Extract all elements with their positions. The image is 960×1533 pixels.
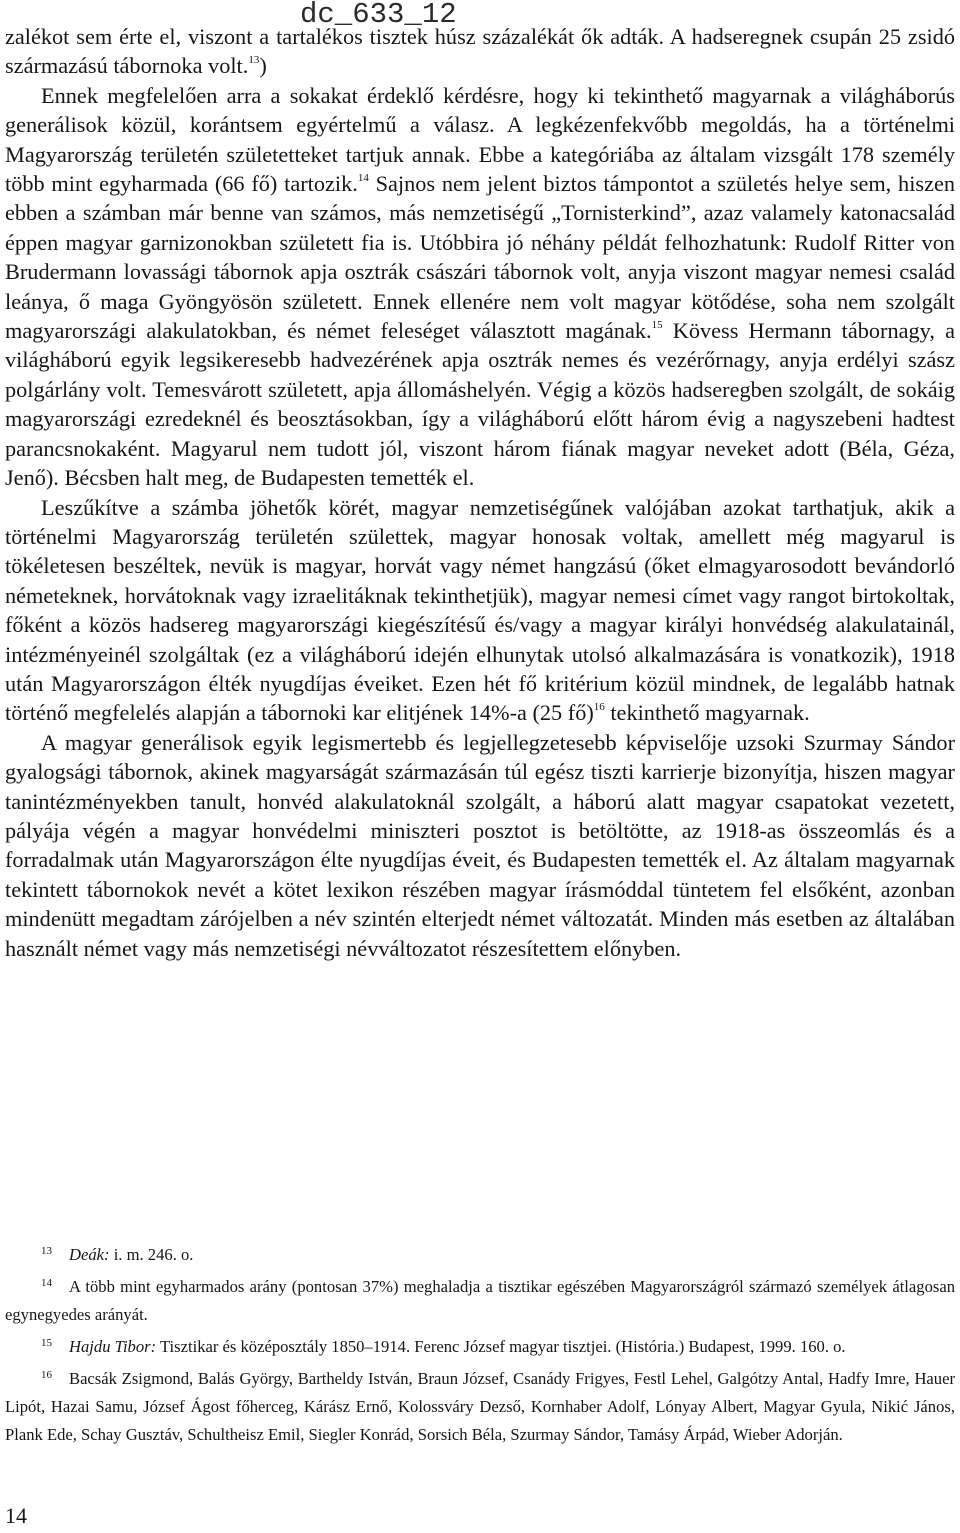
footnote-text: A több mint egyharmados arány (pontosan 37%) meghaladja a tisztikar egészében Magyarországról származó személyek átlagosan egynegyedes arányát. bbox=[5, 1277, 955, 1324]
footnote-16 bbox=[5, 1361, 955, 1449]
footnote-author: Deák: bbox=[69, 1245, 110, 1264]
paragraph-3-text: Leszűkítve a számba jöhetők körét, magyar nemzetiségűnek valójában azokat tarthatjuk, akik a történelmi Magyarország területén születtek, magyar honosak voltak, amellett még magyarul is tökéletesen beszéltek, nevük is magyar, horvát vagy német hangzású (őket elmagyarosodott bevándorló németeknek, horvátoknak vagy izraelitáknak tekinthetjük), magyar nemesi címet vagy rangot birtokoltak, főként a közös hadsereg magyarországi kiegészítésű és/vagy a magyar királyi honvédség alakulatainál, intézményeinél szolgáltak (ez a világháború idején elhunytak utolsó alkalmazására is vonatkozik), 1918 után Magyarországon élték nyugdíjas éveiket. Ezen hét fő kritérium közül mindnek, de legalább hatnak történő megfelelés alapján a tábornoki kar elitjének 14%-a (25 fő) bbox=[5, 494, 955, 726]
footnote-13 bbox=[5, 1237, 955, 1269]
paragraph-2-text-end: Kövess Hermann tábornagy, a világháború egyik legsikeresebb hadvezérének apja osztrák nemes és vezérőrnagy, anyja erdélyi szász polgárlány volt. Temesvárott született, apja állomáshelyén. Végig a közös hadseregben szolgált, de sokáig magyarországi ezredeknél és beosztásokban, így a világháború előtt három évig a nagyszebeni hadtest parancsnokaként. Magyarul nem tudott jól, viszont három fiának magyar neveket adott (Béla, Géza, Jenő). Bécsben halt meg, de Budapesten temették el. bbox=[5, 318, 955, 491]
footnotes bbox=[5, 1237, 955, 1449]
footnote-ref-13[interactable]: 13 bbox=[248, 54, 260, 67]
footnote-number: 16 bbox=[41, 1369, 52, 1381]
footnote-text: i. m. 246. o. bbox=[109, 1245, 194, 1264]
paragraph-3-tail: tekinthető magyarnak. bbox=[604, 700, 810, 726]
footnote-number: 13 bbox=[41, 1245, 52, 1257]
document-id-stamp: dc_633_12 bbox=[300, 0, 457, 31]
paragraph-4: A magyar generálisok egyik legismertebb és legjellegzetesebb képviselője uzsoki Szurmay Sándor gyalogsági tábornok, akinek magyarságát származásán túl egész tiszti karrierje bizonyítja, hiszen magyar tanintézményekben tanult, honvéd alakulatoknál szolgált, a háború alatt magyar csapatokat vezetett, pályája végén a magyar honvédelmi miniszteri posztot is betöltötte, az 1918-as összeomlás és a forradalmak után Magyarországon élte nyugdíjas éveit, és Budapesten temették el. Az általam magyarnak tekintett tábornokok nevét a kötet lexikon részében magyar írásmóddal tüntetem fel elsőként, azonban mindenütt megadtam zárójelben a név szintén elterjedt német változatát. Minden más esetben az általában használt német vagy más nemzetiségi névváltozatot részesítettem előnyben. bbox=[5, 729, 955, 961]
page-number: 14 bbox=[5, 1503, 27, 1528]
footnote-number: 15 bbox=[41, 1337, 52, 1349]
main-text bbox=[5, 22, 955, 963]
footnote-ref-15[interactable]: 15 bbox=[651, 319, 663, 332]
paragraph-2-text-cont: Sajnos nem jelent biztos támpontot a születés helye sem, hiszen ebben a számban már benne van számos, más nemzetiségű „Tornisterkind”, azaz valamely katonacsalád éppen magyar garnizonokban született fia is. Utóbbira jó néhány példát felhozhatunk: Rudolf Ritter von Brudermann lovassági tábornok apja osztrák császári tábornok volt, anyja viszont magyar nemesi család leánya, ő maga Gyöngyösön született. Ennek ellenére nem volt magyar kötődése, soha nem szolgált magyarországi alakulatokban, és német feleséget választott magának. bbox=[5, 171, 956, 344]
footnote-14 bbox=[5, 1269, 955, 1329]
footnote-ref-14[interactable]: 14 bbox=[357, 172, 369, 185]
footnote-ref-16[interactable]: 16 bbox=[593, 701, 605, 714]
paragraph-2 bbox=[5, 81, 955, 493]
footnote-15 bbox=[5, 1329, 955, 1361]
footnote-text: Tisztikar és középosztály 1850–1914. Ferenc József magyar tisztjei. (História.) Budapest, 1999. 160. o. bbox=[156, 1337, 846, 1356]
paragraph-1-text: zalékot sem érte el, viszont a tartalékos tisztek húsz százalékát ők adták. A hadseregnek csupán 25 zsidó származású tábornoka volt. bbox=[5, 24, 955, 79]
paragraph-1-tail: ) bbox=[259, 53, 267, 79]
paragraph-1 bbox=[5, 22, 955, 81]
footnote-author: Hajdu Tibor: bbox=[69, 1337, 157, 1356]
footnote-text: Bacsák Zsigmond, Balás György, Bartheldy István, Braun József, Csanády Frigyes, Festl Lehel, Galgótzy Antal, Hadfy Imre, Hauer Lipót, Hazai Samu, József Ágost főherceg, Kárász Ernő, Kolossváry Dezső, Kornhaber Adolf, Lónyay Albert, Magyar Gyula, Nikić János, Plank Ede, Schay Gusztáv, Schultheisz Emil, Siegler Konrád, Sorsich Béla, Szurmay Sándor, Tamásy Árpád, Wieber Adorján. bbox=[5, 1369, 955, 1444]
footnote-number: 14 bbox=[41, 1277, 52, 1289]
paragraph-3 bbox=[5, 493, 955, 728]
paragraph-2-text: Ennek megfelelően arra a sokakat érdeklő kérdésre, hogy ki tekinthető magyarnak a világháborús generálisok közül, korántsem egyértelmű a válasz. A legkézenfekvőbb megoldás, ha a történelmi Magyarország területén születetteket tartjuk annak. Ebbe a kategóriába az általam vizsgált 178 személy több mint egyharmada (66 fő) tartozik. bbox=[5, 82, 955, 197]
